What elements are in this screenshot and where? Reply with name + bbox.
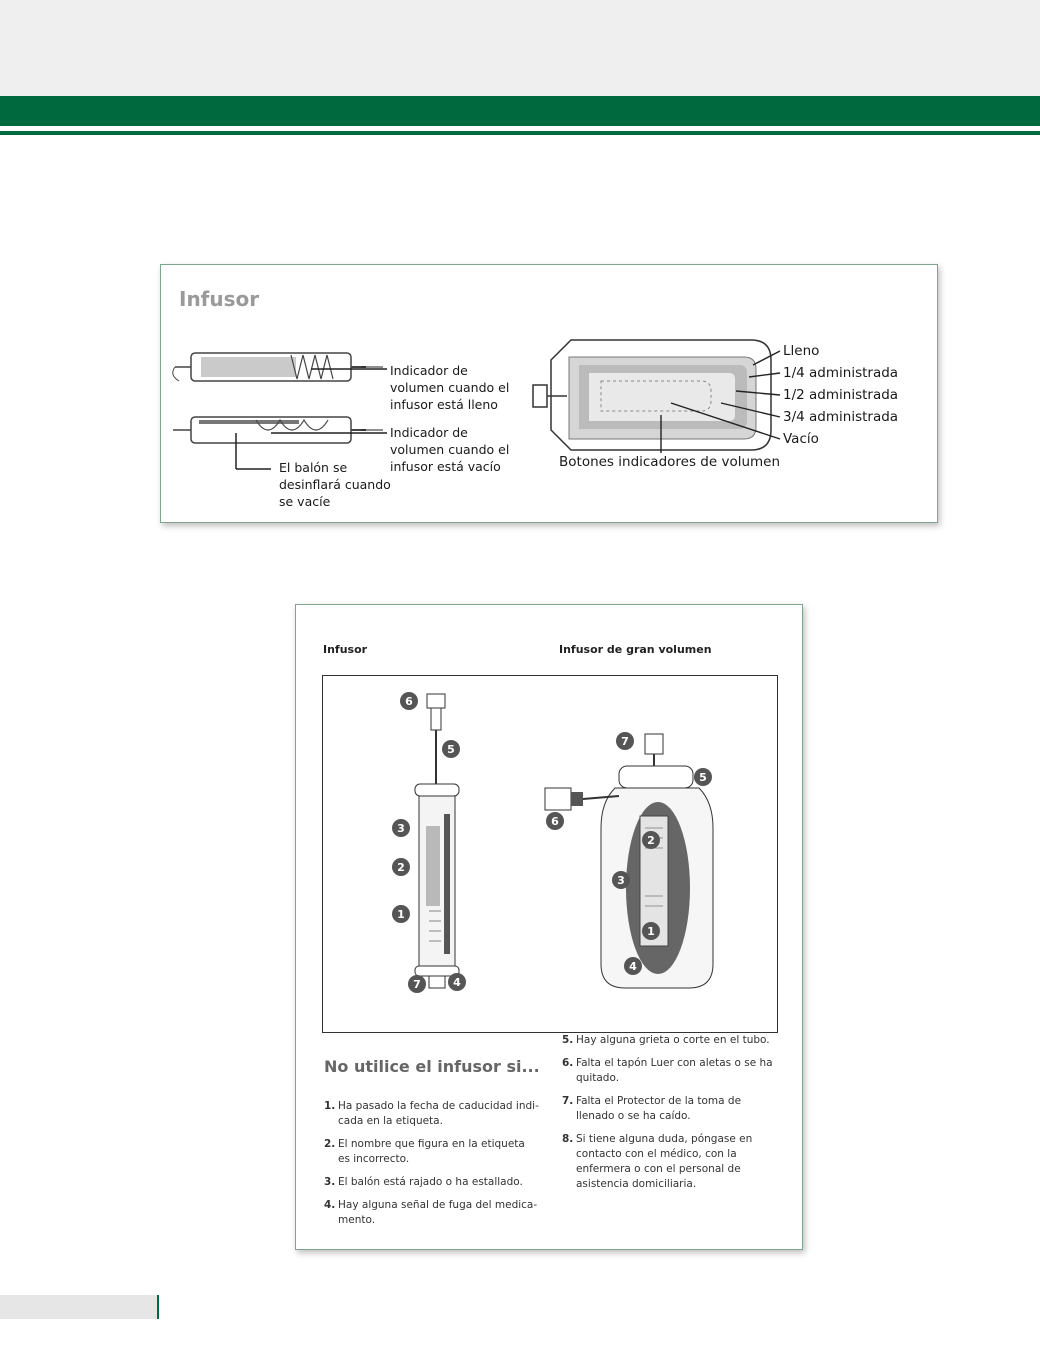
marker-5-left: 5 (447, 743, 455, 756)
elongated-infusor-drawing (415, 694, 459, 988)
large-volume-infusor-drawing (545, 734, 713, 988)
label-balloon: El balón se desinflará cuando se vacíe (279, 460, 391, 509)
list-item: 6. Falta el tapón Luer con aletas o se ha quitado. (562, 1057, 773, 1084)
marker-2-left: 2 (397, 861, 405, 874)
level-lleno: Lleno (783, 343, 820, 359)
panel-title: Infusor (179, 287, 260, 311)
marker-4-right: 4 (629, 960, 637, 973)
heading-large-volume: Infusor de gran volumen (559, 643, 712, 656)
marker-3-right: 3 (617, 874, 625, 887)
infusor-diagram-box (322, 675, 778, 1033)
level-vacio: Vacío (783, 431, 819, 447)
list-item: 1. Ha pasado la fecha de caducidad indi- cada en la etiqueta. (324, 1100, 539, 1127)
marker-1-right: 1 (647, 925, 655, 938)
list-item: 5. Hay alguna grieta o corte en el tubo. (562, 1034, 770, 1046)
heading-infusor: Infusor (323, 643, 368, 656)
marker-7-left: 7 (413, 978, 421, 991)
header-band (0, 0, 1040, 96)
marker-5-right: 5 (699, 771, 707, 784)
label-empty-indicator: Indicador de volumen cuando el infusor está vacío (390, 425, 510, 474)
list-item: 3. El balón está rajado o ha estallado. (324, 1176, 523, 1188)
marker-6-left: 6 (405, 695, 413, 708)
marker-6-right: 6 (551, 815, 559, 828)
warning-list-right (562, 1033, 792, 1200)
list-item: 8. Si tiene alguna duda, póngase en contacto con el médico, con la enfermera o con el personal de asistencia domiciliaria. (562, 1133, 753, 1190)
label-volume-buttons: Botones indicadores de volumen (559, 454, 781, 470)
header-green-bar (0, 96, 1040, 126)
infusor-balloon-drawing (533, 340, 780, 453)
level-quarter: 1/4 administrada (783, 365, 899, 381)
marker-4-left: 4 (453, 976, 461, 989)
list-item: 2. El nombre que figura en la etiqueta es incorrecto. (324, 1138, 525, 1165)
marker-7-right: 7 (621, 735, 629, 748)
infusor-parts-diagram (323, 676, 777, 1032)
footer-band (0, 1295, 157, 1319)
list-item: 4. Hay alguna señal de fuga del medica- mento. (324, 1199, 538, 1226)
list-item: 7. Falta el Protector de la toma de llenado o se ha caído. (562, 1095, 742, 1122)
marker-1-left: 1 (397, 908, 405, 921)
marker-2-right: 2 (647, 834, 655, 847)
level-half: 1/2 administrada (783, 387, 899, 403)
label-full-indicator: Indicador de volumen cuando el infusor está lleno (390, 363, 510, 412)
warning-list-left (324, 1099, 544, 1236)
marker-3-left: 3 (397, 822, 405, 835)
header-green-rule (0, 131, 1040, 135)
infusor-warning-panel (295, 604, 803, 1250)
level-three-quarter: 3/4 administrada (783, 409, 899, 425)
infusor-figure-panel (160, 264, 938, 523)
footer-green-rule (157, 1295, 159, 1319)
infusor-full-drawing (173, 353, 383, 381)
warning-title: No utilice el infusor si... (324, 1057, 540, 1076)
